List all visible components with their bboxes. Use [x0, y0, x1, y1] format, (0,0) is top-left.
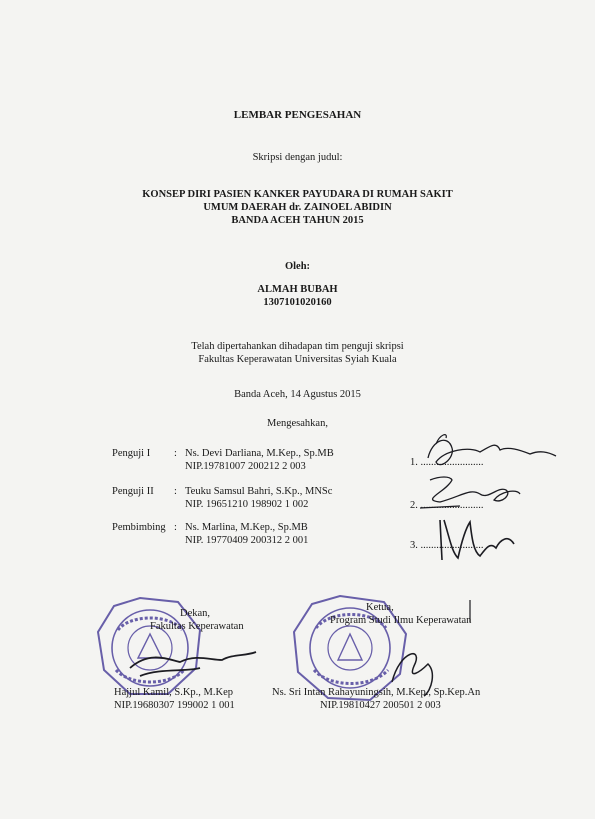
- head-unit: Program Studi Ilmu Keperawatan: [330, 615, 472, 626]
- thesis-title-line-2: UMUM DAERAH dr. ZAINOEL ABIDIN: [203, 202, 392, 213]
- examiner-1-name: Ns. Devi Darliana, M.Kep., Sp.MB: [185, 448, 334, 459]
- head-name: Ns. Sri Intan Rahayuningsih, M.Kep., Sp.Kep.An: [272, 687, 481, 698]
- signature-number-3: 3.: [410, 540, 418, 551]
- head-block: [330, 601, 471, 627]
- dean-block: [150, 607, 244, 633]
- examiner-2-role: Penguji II: [112, 486, 154, 497]
- examiner-2-name: Teuku Samsul Bahri, S.Kp., MNSc: [185, 486, 333, 497]
- examiner-1-role: Penguji I: [112, 448, 151, 459]
- head-nip: NIP.19810427 200501 2 003: [320, 700, 441, 711]
- author-name: ALMAH BUBAH: [257, 284, 338, 295]
- supervisor-name: Ns. Marlina, M.Kep., Sp.MB: [185, 522, 308, 533]
- page-title: LEMBAR PENGESAHAN: [233, 109, 362, 121]
- dean-signatory: [114, 686, 235, 712]
- place-date: Banda Aceh, 14 Agustus 2015: [234, 389, 361, 400]
- head-signatory: [272, 686, 480, 712]
- by-label: Oleh:: [284, 261, 311, 272]
- signature-number-1: 1.: [410, 457, 418, 468]
- dean-name: Hajjul Kamil, S.Kp., M.Kep: [114, 687, 233, 698]
- defense-note-line-1: Telah dipertahankan dihadapan tim penguji skripsi: [191, 341, 404, 352]
- supervisor-colon: :: [174, 522, 177, 533]
- dean-unit: Fakultas Keperawatan: [150, 621, 244, 632]
- dean-nip: NIP.19680307 199002 1 001: [114, 700, 235, 711]
- head-title: Ketua,: [366, 602, 394, 613]
- thesis-title-line-3: BANDA ACEH TAHUN 2015: [231, 215, 364, 226]
- author-id: 1307101020160: [263, 297, 332, 308]
- signature-3-image: [440, 520, 514, 560]
- signature-dots-2: ........................: [420, 500, 484, 511]
- examiner-1-colon: :: [174, 448, 177, 459]
- signature-number-2: 2.: [410, 500, 418, 511]
- dean-title: Dekan,: [180, 608, 211, 619]
- supervisor-role: Pembimbing: [112, 522, 166, 533]
- signature-1-image: [428, 440, 556, 464]
- examiner-2-colon: :: [174, 486, 177, 497]
- examiner-2-nip: NIP. 19651210 198902 1 002: [185, 499, 309, 510]
- subtitle: Skripsi dengan judul:: [252, 152, 343, 163]
- supervisor-nip: NIP. 19770409 200312 2 001: [185, 535, 309, 546]
- signature-2-image: [420, 477, 520, 508]
- signature-dots-3: ........................: [420, 540, 484, 551]
- approved-label: Mengesahkan,: [267, 418, 328, 429]
- dean-signature-image: [130, 652, 256, 676]
- examiner-1-nip: NIP.19781007 200212 2 003: [185, 461, 306, 472]
- defense-note-line-2: Fakultas Keperawatan Universitas Syiah Kuala: [198, 354, 397, 365]
- thesis-title-line-1: KONSEP DIRI PASIEN KANKER PAYUDARA DI RUMAH SAKIT: [142, 189, 453, 200]
- signature-dots-1: ........................: [420, 457, 484, 468]
